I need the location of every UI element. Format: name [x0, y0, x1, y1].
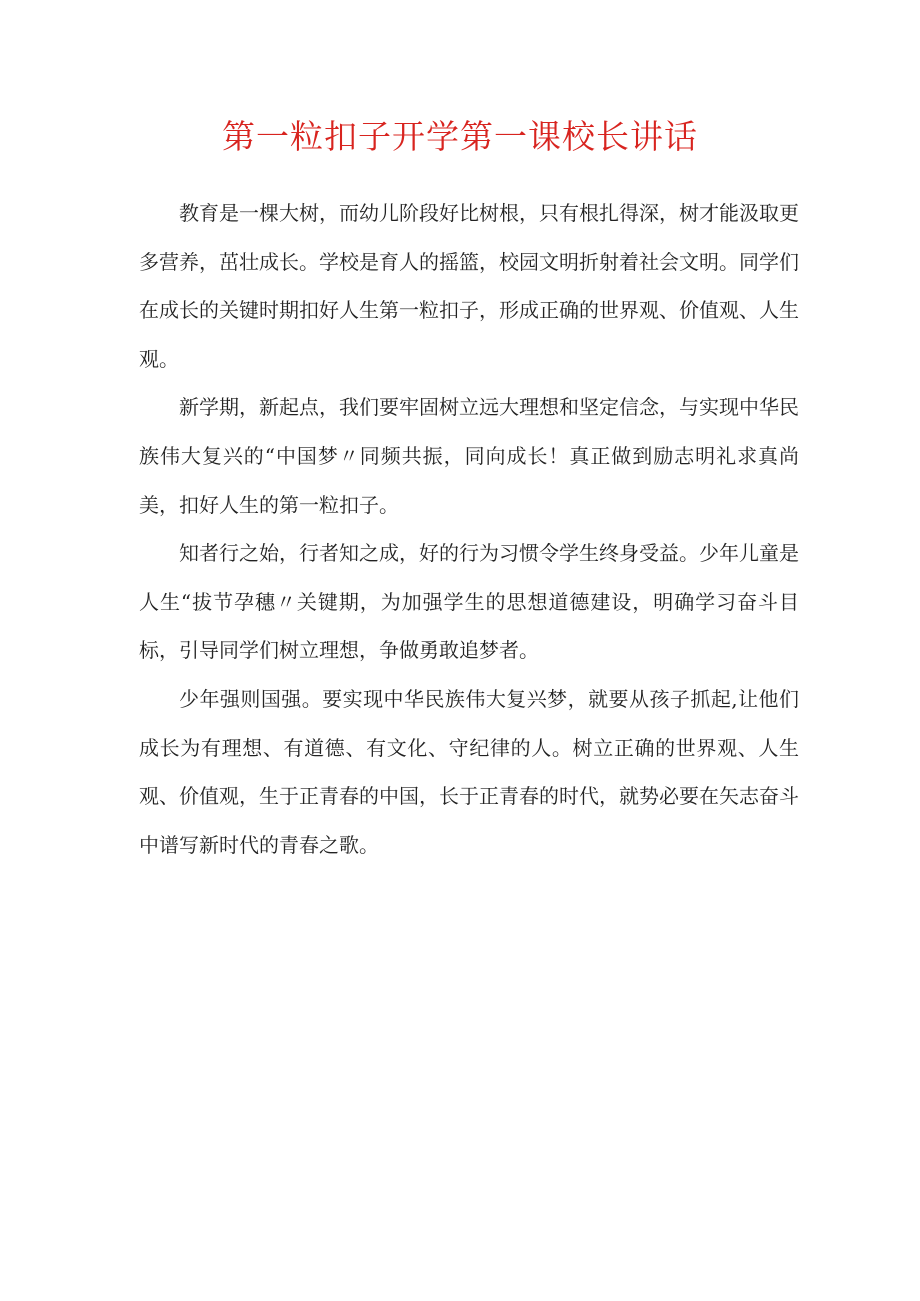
paragraph-4: 少年强则国强。要实现中华民族伟大复兴梦，就要从孩子抓起,让他们成长为有理想、有道德、有文化、守纪律的人。树立正确的世界观、人生观、价值观，生于正青春的中国，长于正青春的时代，就势必要在矢志奋斗中谱写新时代的青春之歌。: [139, 686, 799, 857]
paragraph-3: 知者行之始，行者知之成，好的行为习惯令学生终身受益。少年儿童是人生“拔节孕穗〃关键期，为加强学生的思想道德建设，明确学习奋斗目标，引导同学们树立理想，争做勇敢追梦者。: [139, 541, 799, 663]
paragraph-1: 教育是一棵大树，而幼儿阶段好比树根，只有根扎得深，树才能汲取更多营养，茁壮成长。学校是育人的摇篮，校园文明折射着社会文明。同学们在成长的关键时期扣好人生第一粒扣子，形成正确的世界观、价值观、人生观。: [139, 201, 799, 371]
document-title: 第一粒扣子开学第一课校长讲话: [222, 117, 698, 156]
paragraph-2: 新学期，新起点，我们要牢固树立远大理想和坚定信念，与实现中华民族伟大复兴的“中国梦〃同频共振，同向成长！真正做到励志明礼求真尚美，扣好人生的第一粒扣子。: [139, 395, 799, 517]
document-body: [139, 189, 799, 869]
